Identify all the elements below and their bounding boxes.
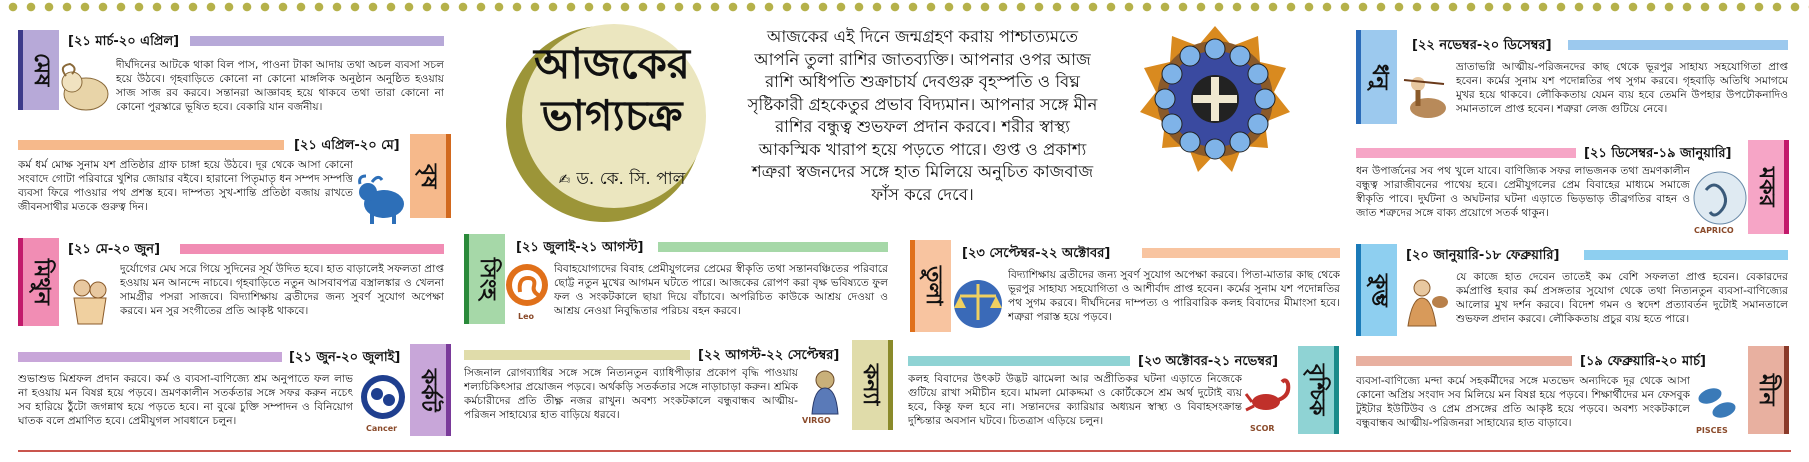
brisha-dates: [২১ এপ্রিল-২০ মে]	[290, 136, 404, 157]
author-line	[532, 166, 712, 194]
mithun-name: মিথুন	[29, 259, 54, 305]
kanya-tab	[852, 340, 893, 430]
kumbha-name: কুম্ভ	[1367, 273, 1392, 307]
makar-band	[1356, 148, 1576, 158]
brishchik-name: বৃশ্চিক	[1304, 364, 1329, 416]
kanya-band	[464, 350, 690, 360]
capricorn-icon	[1692, 170, 1748, 226]
makar-name: মকর	[1754, 167, 1779, 207]
kanya-name: কন্যা	[858, 364, 883, 406]
meen-name: মীন	[1754, 374, 1779, 406]
mithun-tab	[18, 238, 59, 326]
aquarius-icon	[1398, 274, 1454, 330]
zodiac-wheel-icon	[1140, 24, 1290, 174]
kumbha-text: যে কাজে হাত দেবেন তাতেই কম বেশি সফলতা প্রাপ্ত হবেন। বেকারদের কর্মপ্রাপ্তি হবার কর্ম প্রসঙ্গতার সুযোগ থেকে তথা নিত্যনতুন ব্যবসা-বাণিজ্যের আলোর মুখ দর্শন করবে। বিদেশ গমন ও স্বদেশ প্রত্যাবর্তন দুটোই সমানতালে শুভফল প্রদান করবে। লৌকিকতায় প্রচুর ব্যয় হতে পারে।	[1456, 271, 1788, 325]
tula-band	[1142, 248, 1340, 258]
title-block	[477, 24, 732, 224]
karkat-dates: [২১ জুন-২০ জুলাই]	[285, 348, 404, 369]
brisha-band	[18, 140, 284, 150]
meen-tab	[1748, 346, 1789, 434]
mesh-band	[190, 36, 444, 46]
brisha-name: বৃষ	[416, 163, 441, 189]
karkat-tab	[410, 344, 451, 436]
brishchik-text: কলহ বিবাদের উৎকট উদ্ভট ঝামেলা আর অপ্রীতিকর ঘটনা এড়াতে নিজেকে গুটিয়ে রাখা সমীচীন হবে। মামলা মোকদ্দমা ও কোর্টকেসে শ্রম অর্থ দুটোই ব্যয় হবে, কিন্তু ফল হবে না। সন্তানদের ক্যারিয়ার অধ্যয়ন স্বাস্থ্য ও বিবাহসংক্রান্ত দুশ্চিন্তার অবসান ঘটবে। চিতত্রাস এড়িয়ে চলুন।	[908, 373, 1242, 427]
singha-dates: [২১ জুলাই-২১ আগস্ট]	[512, 238, 647, 259]
cancer-label: Cancer	[366, 424, 398, 433]
pisces-icon	[1692, 378, 1742, 428]
libra-icon	[950, 274, 1006, 330]
makar-dates: [২১ ডিসেম্বর-১৯ জানুয়ারি]	[1580, 144, 1735, 165]
dhanu-text: ভ্রাতাভগ্নি আত্মীয়-পরিজনদের কাছ থেকে ভূরপুর সাহায্য সহযোগিতা প্রাপ্ত হবেন। কর্মের সুনাম যশ পদোন্নতির পথ সুগম করবে। গৃহবাড়ি অতিথি সমাগমে মুখর হয়ে থাকবে। লৌকিকতায় যেমন ব্যয় হবে তেমনি উপহার উপঢৌকনাদিও সমানতালে প্রাপ্ত হবেন। শত্রুরা লেজ গুটিয়ে নেবে।	[1456, 61, 1788, 115]
dotted-border-top	[0, 0, 1809, 14]
brisha-text: কর্ম ধর্ম মোক্ষ সুনাম যশ প্রতিষ্ঠার গ্রাফ চাঙ্গা হয়ে উঠবে। দূর থেকে আসা কোনো সংবাদে গোটা পরিবারে খুশির জোয়ার বইবে। হারানো পিতৃমাতৃ ধন সম্পদ সম্পত্তি ব্যবসা ফিরে পাওয়ার পথ প্রশস্ত হবে। দাম্পত্য সুখ-শান্তি প্রতিষ্ঠা বজায় রাখতে জীবনসাথীর মতকে গুরুত্ব দিন।	[18, 159, 353, 213]
kumbha-band	[1584, 250, 1788, 260]
capricorn-label: CAPRICO	[1694, 226, 1734, 235]
tula-tab	[910, 240, 951, 332]
mithun-band	[180, 244, 444, 254]
brishchik-band	[908, 356, 1130, 366]
intro-text: আজকের এই দিনে জন্মগ্রহণ করায় পাশ্চাত্যমতে আপনি তুলা রাশির জাতব্যক্তি। আপনার ওপর আজ রাশি অধিপতি শুক্রাচার্য দেবগুরু বৃহস্পতি ও বিঘ্ন সৃষ্টিকারী গ্রহকেতুর প্রভাব বিদ্যমান। আপনার সঙ্গে মীন রাশির বন্ধুত্ব শুভফল প্রদান করবে। শরীর স্বাস্থ্য আকস্মিক খারাপ হয়ে পড়তে পারে। গুপ্ত ও প্রকাশ্য শত্রুরা স্বজনদের সঙ্গে হাত মিলিয়ে অনুচিত কাজবাজ ফাঁস করে দেবে।	[747, 27, 1098, 204]
kumbha-tab	[1356, 244, 1397, 336]
scorpio-icon	[1244, 372, 1294, 422]
meen-dates: [১৯ ফেব্রুয়ারি-২০ মার্চ]	[1576, 352, 1710, 373]
mesh-text: দীর্ঘদিনের আটকে থাকা বিল পাস, পাওনা টাকা আদায় তথা অচল ব্যবসা সচল হয়ে উঠবে। গৃহবাড়িতে কোনো না কোনো মাঙ্গলিক অনুষ্ঠান অনুষ্ঠিত হওয়ায় সাজ সাজ রব করবে। সন্তানরা আজ্ঞাবহ হয়ে থাকবে তথা তারা কোনো না কোনো পুরস্কারে ভূষিত হবে। বেকারি যান বর্জনীয়।	[116, 59, 444, 113]
singha-band	[658, 242, 888, 252]
tula-name: তুলা	[921, 266, 946, 306]
author-name: ড. কে. সি. পাল	[576, 169, 686, 189]
leo-label: Leo	[518, 312, 535, 321]
bottom-rule	[18, 450, 1791, 452]
mithun-text: দুর্যোগের মেঘ সরে গিয়ে সুদিনের সূর্য উদিত হবে। হাত বাড়ালেই সফলতা প্রাপ্ত হওয়ায় মন আনন্দে নাচবে। গৃহবাড়িতে নতুন আসবাবপত্র বস্ত্রালঙ্কার ও খেলনা সামগ্রীর পসরা সাজবে। বিদ্যাশিক্ষায় ব্রতীদের জন্য সুবর্ণ সুযোগ অপেক্ষা করবে। মন সুর সংগীতের প্রতি আকৃষ্ট থাকবে।	[120, 263, 444, 317]
brisha-tab	[410, 134, 451, 218]
sagittarius-icon	[1398, 70, 1454, 126]
meen-band	[1356, 356, 1572, 366]
gemini-icon	[62, 272, 118, 328]
kumbha-dates: [২০ জানুয়ারি-১৮ ফেব্রুয়ারি]	[1402, 246, 1563, 267]
mesh-tab	[18, 30, 59, 110]
mesh-dates: [২১ মার্চ-২০ এপ্রিল]	[64, 32, 183, 53]
kanya-dates: [২২ আগস্ট-২২ সেপ্টেম্বর]	[694, 346, 843, 367]
page-title	[507, 38, 717, 142]
tula-dates: [২৩ সেপ্টেম্বর-২২ অক্টোবর]	[958, 244, 1114, 265]
makar-tab	[1748, 140, 1789, 234]
karkat-band	[18, 352, 282, 362]
scorpio-label: SCOR	[1250, 424, 1275, 433]
leo-icon	[504, 262, 550, 308]
aries-icon	[58, 62, 114, 118]
singha-tab	[464, 234, 505, 324]
tula-text: বিদ্যাশিক্ষায় ব্রতীদের জন্য সুবর্ণ সুযোগ অপেক্ষা করবে। পিতা-মাতার কাছ থেকে ভূরপুর সাহায্য সহযোগিতা ও আশীর্বাদ প্রাপ্ত হবেন। কর্মের সুনাম যশ পদোন্নতির পথ সুগম করবে। দীর্ঘদিনের দাম্পত্য ও পারিবারিক কলহ বিবাদের মীমাংসা হবে। শত্রুরা পরাস্ত হয়ে পড়বে।	[1008, 269, 1340, 323]
virgo-label: VIRGO	[802, 416, 831, 425]
makar-text: ধন উপার্জনের সব পথ খুলে যাবে। বাণিজ্যিক সফর লাভজনক তথা ভ্রমণকালীন বন্ধুত্ব সারাজীবনের পাথেয় হবে। প্রেমীযুগলের প্রেম বিবাহের মাধ্যমে সমাজে স্বীকৃতি পাবে। দুর্ঘটনা ও অঘটনার ঘটনা এড়াতে ভিড়ভাড় তীব্রগতির বাহন ও জাত শত্রুদের সঙ্গে বাক্য প্রয়োগে সতর্ক থাকুন।	[1356, 165, 1690, 219]
pen-icon: ✍	[558, 172, 571, 188]
singha-text: বিবাহযোগ্যদের বিবাহ প্রেমীযুগলের প্রেমের স্বীকৃতি তথা সন্তানবঞ্চিতের পরিবারে ছোট্ট নতুন মুখের আগমন ঘটতে পারে। আজকের রোপণ করা বৃক্ষ ভবিষ্যতে ফুল ফল ও সংকটকালে ছায়া দিয়ে বাঁচাবে। অপরিচিত কাউকে আশ্রয় দেওয়া ও আশ্রয় নেওয়া নিবুদ্ধিতার পরিচয় বহন করবে।	[554, 263, 888, 317]
brishchik-dates: [২৩ অক্টোবর-২১ নভেম্বর]	[1134, 352, 1282, 373]
title-line-1: আজকের	[534, 39, 690, 88]
karkat-name: কর্কট	[416, 368, 441, 412]
virgo-icon	[800, 366, 850, 416]
brishchik-tab	[1298, 346, 1339, 434]
dhanu-dates: [২২ নভেম্বর-২০ ডিসেম্বর]	[1408, 36, 1556, 57]
meen-text: ব্যবসা-বাণিজ্যে মন্দা কর্মে সহকর্মীদের সঙ্গে মতভেদ অন্যদিকে দূর থেকে আসা কোনো অপ্রিয় সংবাদ সব মিলিয়ে মন বিষণ্ণ হয়ে পড়বে। শিক্ষার্থীদের মন ফেসবুক টুইটার ইউটিউব ও প্রেম প্রসঙ্গের প্রতি আকৃষ্ট হয়ে পড়বে। অবশ্য সংকটকালে বন্ধুবান্ধব আত্মীয়-পরিজনরা সাহায্যের হাত বাড়াবে।	[1356, 375, 1690, 429]
mesh-name: মেষ	[29, 53, 54, 87]
title-line-2: ভাগ্যচক্র	[541, 91, 683, 140]
pisces-label: PISCES	[1696, 426, 1728, 435]
karkat-text: শুভাশুভ মিশ্রফল প্রদান করবে। কর্ম ও ব্যবসা-বাণিজ্যে শ্রম অনুপাতে ফল লাভ না হওয়ায় মন বিষণ্ণ হয়ে পড়বে। ভ্রমণকালীন সতর্কতার সঙ্গে সফর করুন নচেৎ সব হারিয়ে ঠুঁটো জগন্নাথ হয়ে পড়তে হবে। না বুঝে চুক্তি সম্পাদন ও বিনিয়োগ ঘাতক বলে প্রমাণিত হবে। প্রেমীযুগল সাবধানে চলুন।	[18, 373, 353, 427]
mithun-dates: [২১ মে-২০ জুন]	[64, 240, 164, 261]
kanya-text: সিজনাল রোগব্যাধির সঙ্গে সঙ্গে নিত্যনতুন ব্যাধিপীড়ার প্রকোপ বৃদ্ধি পাওয়ায় শল্যচিকিৎসার প্রয়োজন পড়বে। অর্থকড়ি সতর্কতার সঙ্গে নাড়াচাড়া করুন। শ্রমিক কর্মচারীদের প্রতি তীক্ষ্ণ নজর রাখুন। অবশ্য সংকটকালে বন্ধুবান্ধব আত্মীয়-পরিজন সাহায্যের হাত বাড়িয়ে ধরবে।	[464, 367, 798, 421]
taurus-icon	[354, 170, 410, 226]
dhanu-tab	[1356, 30, 1397, 124]
dhanu-name: ধনু	[1367, 64, 1392, 90]
dhanu-band	[1568, 40, 1788, 50]
cancer-icon	[360, 374, 406, 420]
singha-name: সিংহ	[475, 258, 500, 300]
